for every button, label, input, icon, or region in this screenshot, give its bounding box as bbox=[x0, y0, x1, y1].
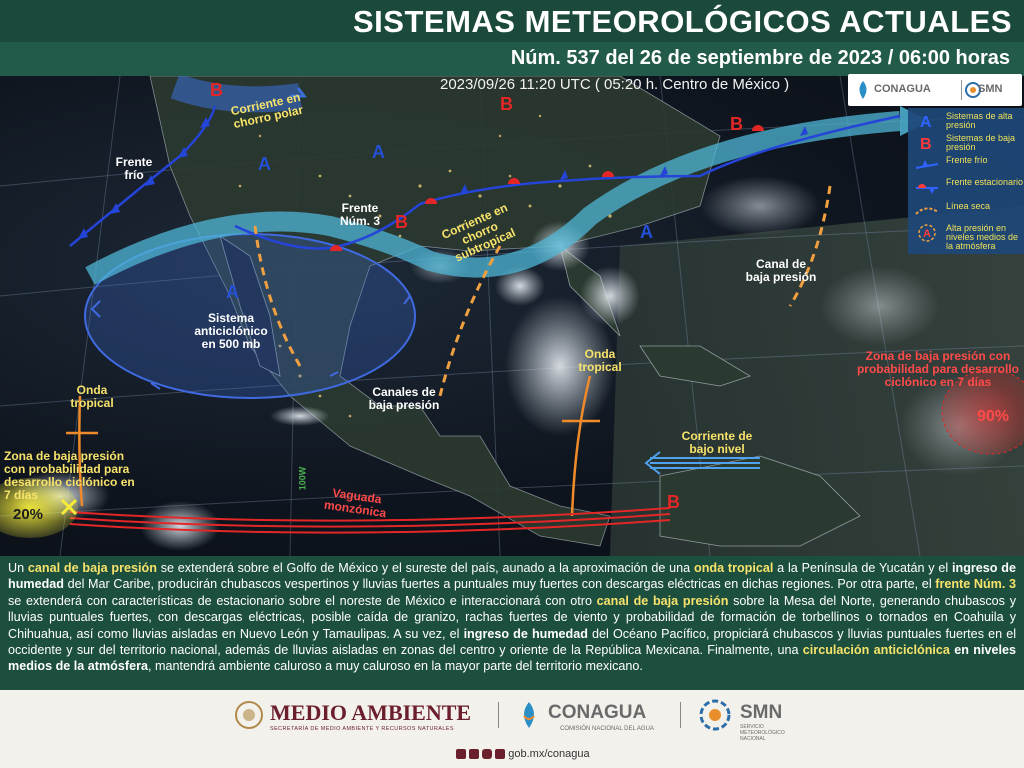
semarnat-subtitle: SECRETARÍA DE MEDIO AMBIENTE Y RECURSOS NATURALES bbox=[270, 726, 454, 732]
legend-label: Línea seca bbox=[946, 201, 991, 211]
low-pressure-marker: B bbox=[730, 114, 743, 134]
low-pacific-probability: 20% bbox=[12, 506, 44, 523]
low-pressure-marker: B bbox=[500, 94, 513, 114]
social-links[interactable] bbox=[456, 748, 590, 760]
bulletin-highlight: frente Núm. 3 bbox=[935, 577, 1016, 592]
legend-item bbox=[908, 200, 1024, 222]
label-tropical-wave-west: Onda tropical bbox=[70, 383, 114, 410]
svg-text:A: A bbox=[923, 228, 931, 240]
high-pressure-marker: A bbox=[226, 282, 239, 302]
meridian-label: 100W bbox=[297, 466, 308, 491]
semarnat-logo-text: MEDIO AMBIENTE bbox=[270, 700, 472, 725]
smn-footer-subtitle: SERVICIO METEOROLÓGICO NACIONAL bbox=[740, 724, 785, 742]
label-cold-front: Frente frío bbox=[115, 155, 153, 182]
facebook-icon[interactable] bbox=[456, 749, 466, 759]
low-pressure-marker: B bbox=[210, 80, 223, 100]
map-graphics bbox=[0, 76, 1024, 556]
header bbox=[0, 0, 1024, 76]
conagua-footer-icon bbox=[516, 700, 542, 730]
mexico-seal-icon bbox=[234, 700, 264, 730]
bulletin-highlight: circulación anticiclónica bbox=[802, 643, 950, 658]
footer-separator bbox=[498, 702, 499, 728]
legend-label: Sistemas de baja presión bbox=[946, 133, 1016, 152]
bulletin-highlight: ingreso de humedad bbox=[463, 626, 588, 641]
bulletin-segment: , mantendrá ambiente caluroso a muy caluroso en la mayor parte del territorio mexicano. bbox=[147, 659, 643, 674]
cold-front-icon bbox=[914, 156, 940, 174]
bulletin-segment: se extenderá sobre el Golfo de México y el sureste del país, aunado a la aproximación de una bbox=[156, 561, 694, 575]
label-subtropical-jet: Corriente en chorro subtropical bbox=[439, 200, 518, 265]
conagua-footer-subtitle: COMISIÓN NACIONAL DEL AGUA bbox=[560, 726, 654, 732]
label-low-level-current: Corriente de bajo nivel bbox=[681, 429, 753, 456]
legend-item bbox=[908, 176, 1024, 198]
satellite-timestamp: 2023/09/26 11:20 UTC ( 05:20 h. Centro de México ) bbox=[440, 76, 790, 93]
smn-footer-text: SMN bbox=[740, 702, 783, 723]
bulletin-highlight: ingreso de humedad bbox=[8, 561, 1016, 592]
upper-high-icon bbox=[914, 224, 940, 242]
high-pressure-marker: A bbox=[372, 142, 385, 162]
map-legend bbox=[908, 108, 1024, 254]
label-anticyclone: Sistema anticiclónico en 500 mb bbox=[194, 311, 268, 351]
legend-item bbox=[908, 132, 1024, 154]
legend-label: Alta presión en niveles medios de la atmósfera bbox=[946, 223, 1019, 251]
bulletin-segment: del Océano Pacífico, propiciará chubascos y lluvias puntuales fuertes en el occidente y sur del territorio nacional, además de lluvias aisladas en zonas del centro y oriente de la República Mexicana. Finalmente, una bbox=[8, 626, 1017, 658]
bulletin-number: Núm. 537 del 26 de septiembre de 2023 / 06:00 horas bbox=[510, 47, 1010, 69]
low-pressure-icon bbox=[914, 134, 940, 152]
label-monsoon-trough: Vaguada monzónica bbox=[323, 485, 388, 521]
smn-footer-icon bbox=[698, 698, 732, 732]
legend-label: Frente frío bbox=[946, 155, 988, 165]
legend-item bbox=[908, 110, 1024, 132]
bulletin-highlight: canal de baja presión bbox=[596, 593, 729, 608]
legend-label: Sistemas de alta presión bbox=[946, 111, 1013, 130]
footer bbox=[0, 690, 1024, 768]
label-trough-channel-east: Canal de baja presión bbox=[745, 257, 817, 284]
bulletin-segment: del Mar Caribe, producirán chubascos vespertinos y lluvias fuertes a puntuales muy fuertes con descargas eléctricas en dichas regiones. Por otra parte, el bbox=[63, 577, 936, 592]
smn-logo-text: SMN bbox=[978, 83, 1003, 95]
bulletin-text bbox=[8, 560, 1016, 675]
label-polar-jet: Corriente en chorro polar bbox=[229, 89, 305, 132]
label-tropical-wave-center: Onda tropical bbox=[578, 347, 622, 374]
bulletin-segment: sobre la Mesa del Norte, generando chubascos y lluvias puntuales fuertes, con descargas eléctricas, posible caída de granizo, rachas fuertes de viento y probabilidad de formación de torbellinos o tornados en Coahuila y Chihuahua, así como lluvias aisladas en Nuevo León y Tamaulipas. A su vez, el bbox=[8, 593, 1016, 641]
legend-label: Frente estacionario bbox=[946, 177, 1024, 187]
bulletin-segment: se extenderá con características de estacionario sobre el noreste de México e interaccionará con otro bbox=[8, 593, 597, 608]
page-title: SISTEMAS METEOROLÓGICOS ACTUALES bbox=[353, 4, 1012, 39]
high-pressure-marker: A bbox=[258, 154, 271, 174]
bulletin-segment: Un bbox=[8, 561, 28, 575]
bulletin-highlight: onda tropical bbox=[694, 561, 774, 575]
low-atlantic-probability: 90% bbox=[976, 408, 1010, 425]
label-low-atlantic: Zona de baja presión con probabilidad para desarrollo ciclónico en 7 días bbox=[856, 349, 1020, 389]
satellite-map bbox=[0, 76, 1024, 556]
low-pressure-marker: B bbox=[667, 492, 680, 512]
footer-separator bbox=[680, 702, 681, 728]
website-link[interactable]: gob.mx/conagua bbox=[508, 748, 590, 760]
legend-item bbox=[908, 222, 1024, 254]
agency-logos bbox=[848, 74, 1022, 106]
svg-text:A: A bbox=[920, 114, 932, 130]
bulletin-highlight: canal de baja presión bbox=[27, 561, 157, 575]
logo-separator bbox=[961, 80, 962, 100]
low-pressure-marker: B bbox=[395, 212, 408, 232]
bulletin-highlight: en niveles medios de la atmósfera bbox=[8, 643, 1016, 674]
bulletin-segment: a la Península de Yucatán y el bbox=[773, 561, 952, 575]
legend-item bbox=[908, 154, 1024, 176]
dry-line-icon bbox=[914, 202, 940, 220]
conagua-footer-text: CONAGUA bbox=[548, 702, 647, 723]
twitter-icon[interactable] bbox=[469, 749, 479, 759]
label-low-pacific: Zona de baja presión con probabilidad para desarrollo ciclónico en 7 días bbox=[4, 449, 135, 502]
conagua-logo-text: CONAGUA bbox=[874, 83, 931, 95]
high-pressure-marker: A bbox=[640, 222, 653, 242]
conagua-logo-icon bbox=[852, 79, 874, 101]
stationary-front-icon bbox=[914, 178, 940, 196]
instagram-icon[interactable] bbox=[482, 749, 492, 759]
weather-bulletin bbox=[0, 556, 1024, 690]
svg-text:B: B bbox=[920, 136, 932, 152]
high-pressure-icon bbox=[914, 112, 940, 130]
label-trough-channels: Canales de baja presión bbox=[368, 385, 440, 412]
youtube-icon[interactable] bbox=[495, 749, 505, 759]
label-front-3: Frente Núm. 3 bbox=[339, 201, 380, 228]
